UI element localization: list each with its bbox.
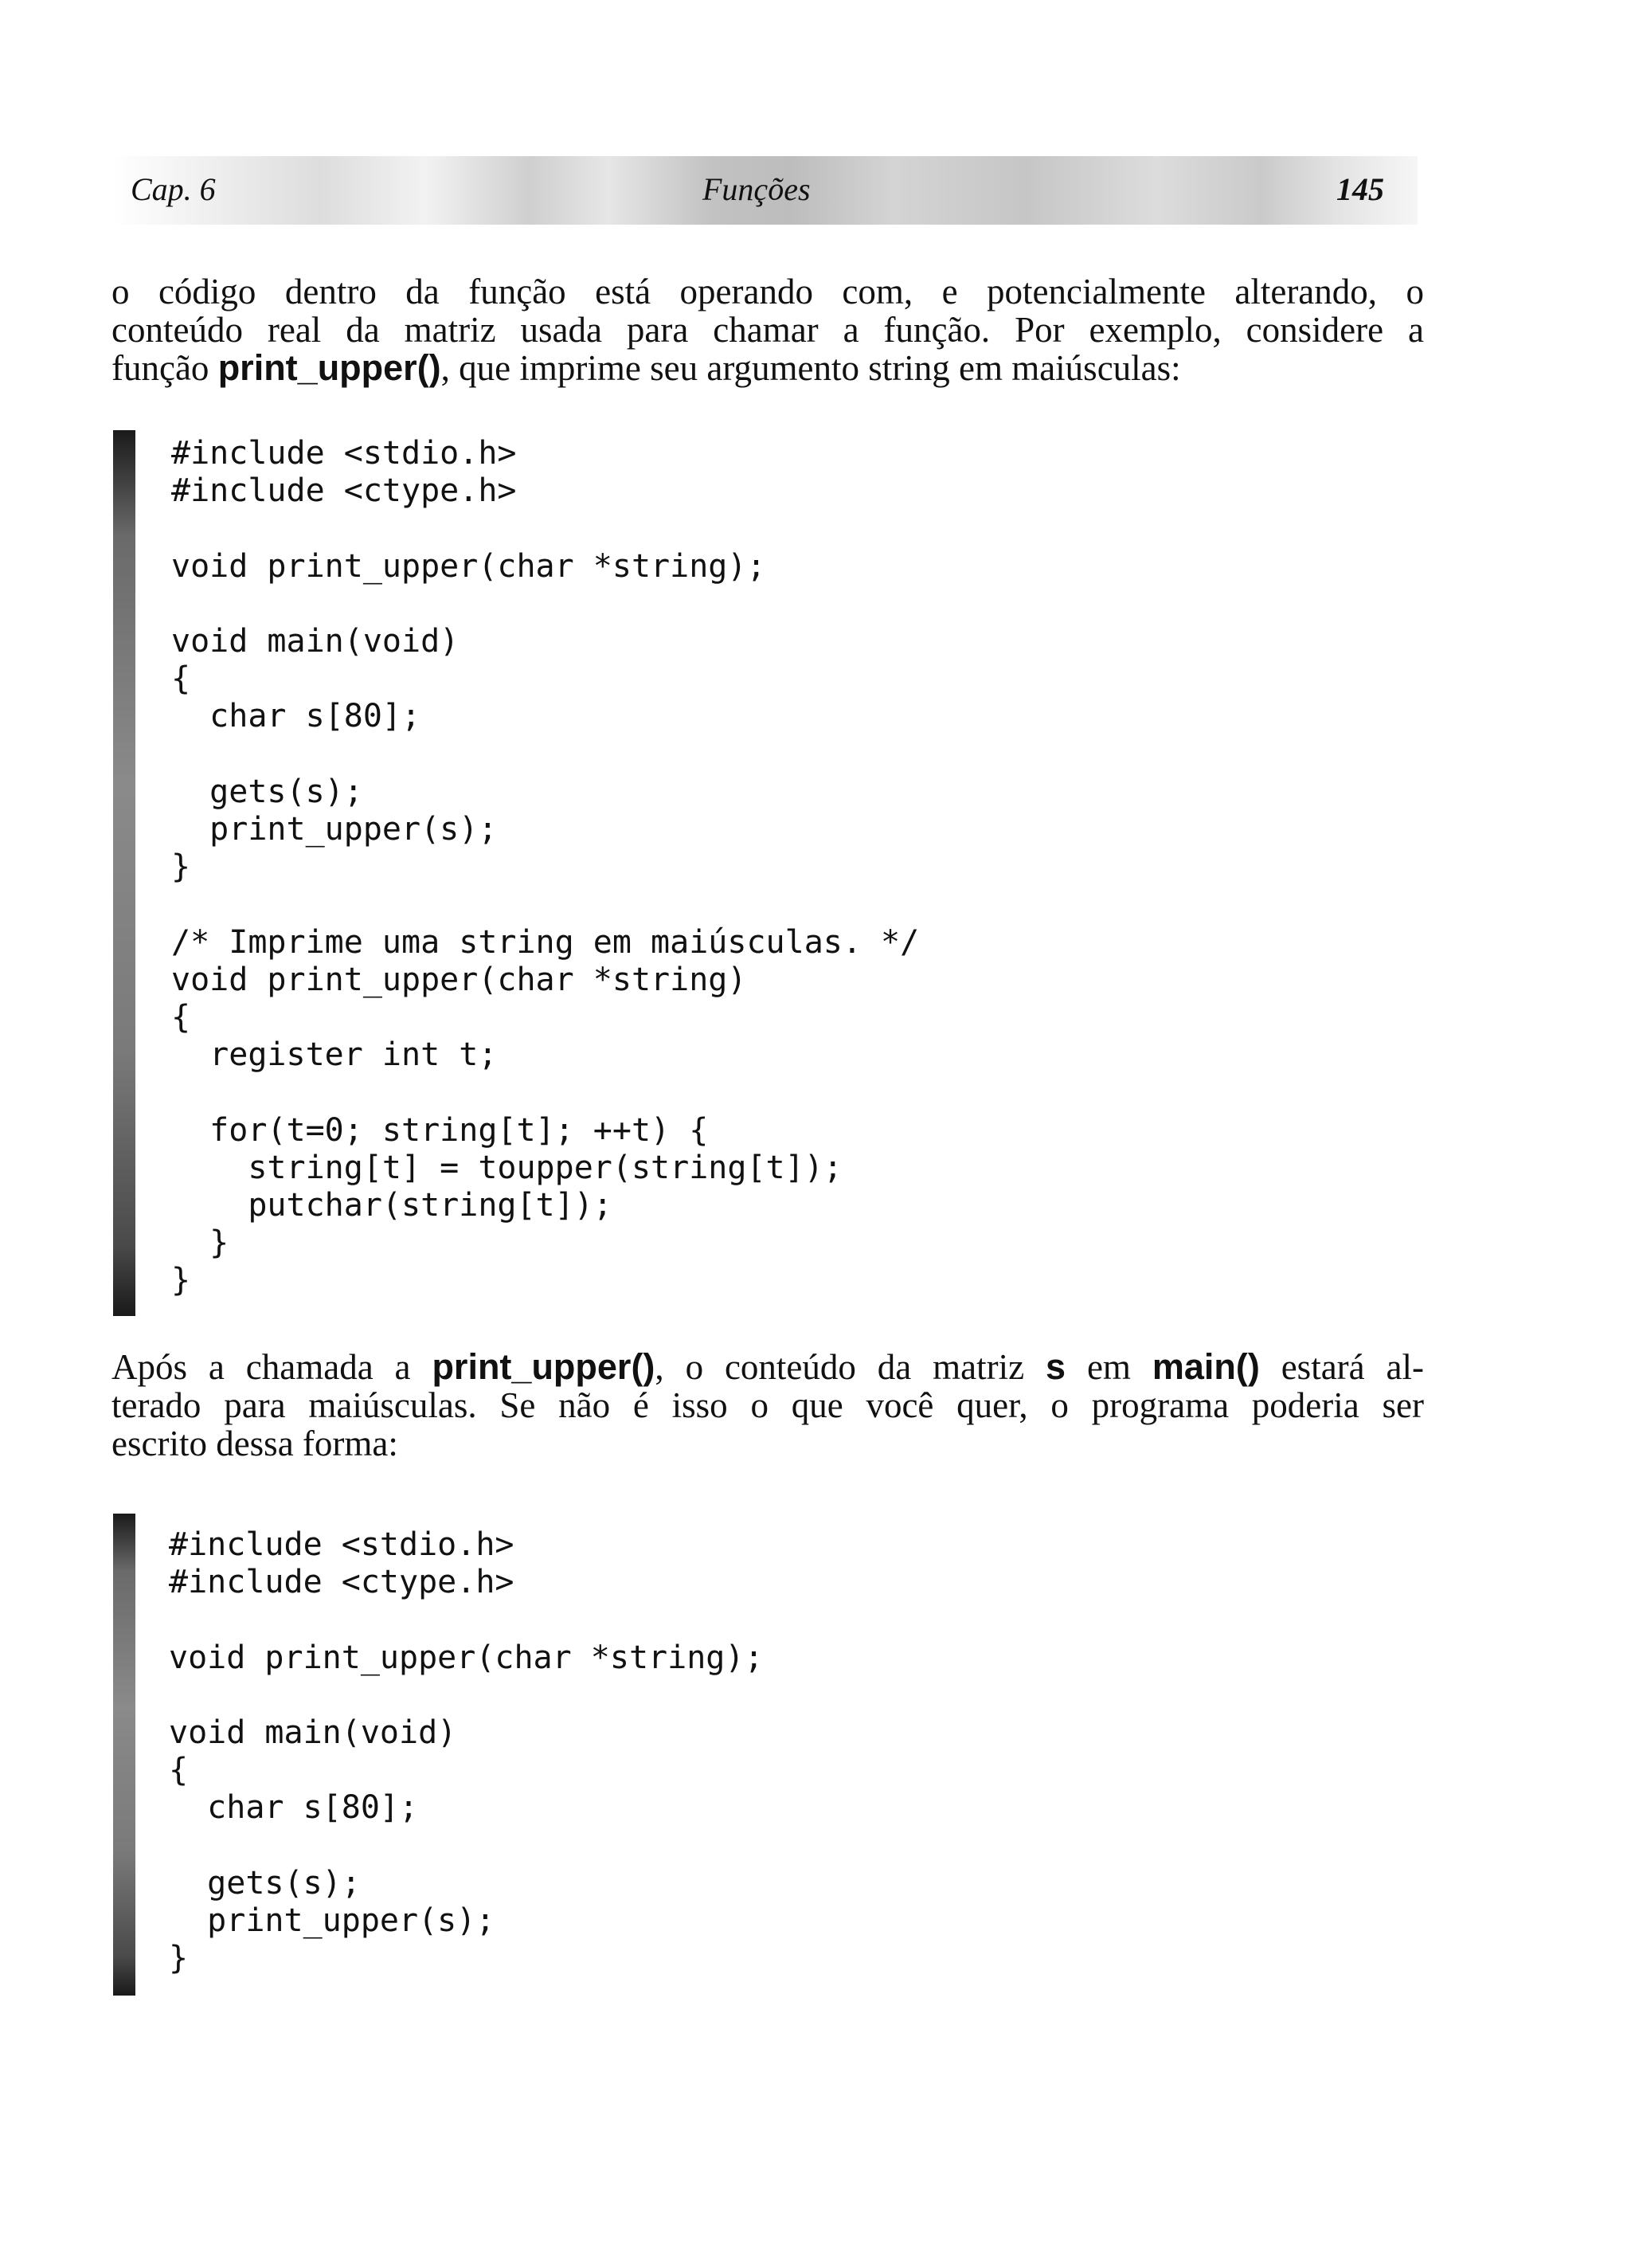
intro-text: , que imprime seu argumento string em maiúsculas: — [440, 348, 1181, 388]
function-name: main() — [1152, 1346, 1260, 1387]
explanation-line-1 — [111, 1348, 1424, 1386]
explanation-text: estará al- — [1259, 1347, 1424, 1387]
explanation-paragraph — [111, 1348, 1424, 1463]
function-name: print_upper() — [432, 1346, 655, 1387]
code-text: #include <stdio.h> #include <ctype.h> void print_upper(char *string); void main(void) { char s[80]; gets(s); print_upper(s); } — [169, 1526, 764, 1977]
code-listing-1 — [113, 430, 989, 1316]
code-margin-bar — [113, 1514, 135, 1996]
explanation-text: Após a chamada a — [111, 1347, 432, 1387]
explanation-line-2: terado para maiúsculas. Se não é isso o que você quer, o programa poderia ser — [111, 1385, 1424, 1425]
chapter-title: Funções — [702, 171, 811, 207]
intro-paragraph — [111, 272, 1424, 387]
intro-text: função — [111, 348, 218, 388]
variable-name: s — [1046, 1346, 1066, 1387]
code-margin-bar — [113, 430, 135, 1316]
page-number: 145 — [1336, 171, 1384, 207]
intro-line-1: o código dentro da função está operando com, e potencialmente alterando, o — [111, 272, 1424, 311]
explanation-text: em — [1066, 1347, 1152, 1387]
code-listing-2 — [113, 1514, 989, 1996]
intro-line-3 — [111, 349, 1424, 387]
function-name: print_upper() — [217, 347, 441, 388]
explanation-line-3: escrito dessa forma: — [111, 1424, 398, 1463]
intro-line-2: conteúdo real da matriz usada para chamar a função. Por exemplo, considere a — [111, 310, 1424, 350]
chapter-label: Cap. 6 — [131, 171, 216, 207]
running-header — [111, 156, 1418, 225]
code-text: #include <stdio.h> #include <ctype.h> void print_upper(char *string); void main(void) { char s[80]; gets(s); print_upper(s); } /* Imprime uma string em maiúsculas. */ void print_upper(char *string) { register int t; for(t=0; string[t]; ++t) { string[t] = toupper(string[t]); putchar(string[t]); } } — [171, 435, 920, 1299]
explanation-text: , o conteúdo da matriz — [655, 1347, 1046, 1387]
